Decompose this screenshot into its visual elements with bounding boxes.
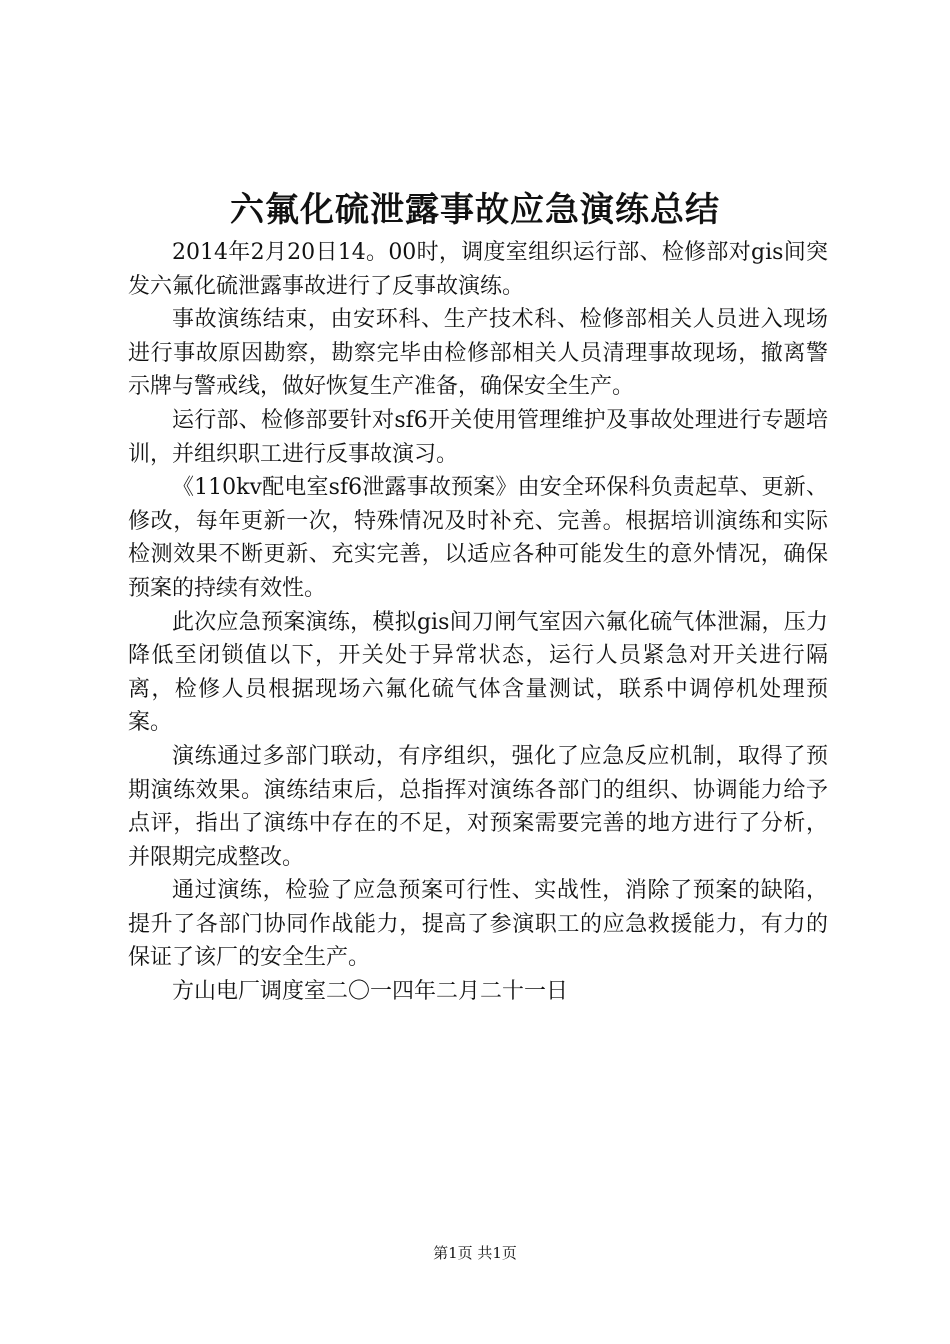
paragraph-emergency-plan-maintenance: 《110kv配电室sf6泄露事故预案》由安全环保科负责起草、更新、修改，每年更新一次，特殊情况及时补充、完善。根据培训演练和实际检测效果不断更新、充实完善，以适应各种可能发生的意外情况，确保预案的持续有效性。 — [128, 475, 828, 601]
paragraph-conclusion: 通过演练，检验了应急预案可行性、实战性，消除了预案的缺陷，提升了各部门协同作战能力，提高了参演职工的应急救援能力，有力的保证了该厂的安全生产。 — [128, 878, 828, 971]
paragraph-post-drill-actions: 事故演练结束，由安环科、生产技术科、检修部相关人员进入现场进行事故原因勘察，勘察完毕由检修部相关人员清理事故现场，撤离警示牌与警戒线，做好恢复生产准备，确保安全生产。 — [128, 307, 828, 400]
document-title: 六氟化硫泄露事故应急演练总结 — [230, 190, 720, 230]
paragraph-drill-overview: 2014年2月20日14。00时，调度室组织运行部、检修部对gis间突发六氟化硫泄露事故进行了反事故演练。 — [128, 240, 828, 299]
document-body — [128, 236, 828, 1009]
paragraph-signature-date: 方山电厂调度室二〇一四年二月二十一日 — [172, 979, 569, 1005]
paragraph-drill-results: 演练通过多部门联动，有序组织，强化了应急反应机制，取得了预期演练效果。演练结束后，总指挥对演练各部门的组织、协调能力给予点评，指出了演练中存在的不足，对预案需要完善的地方进行了分析，并限期完成整改。 — [128, 743, 828, 870]
paragraph-training-plan: 运行部、检修部要针对sf6开关使用管理维护及事故处理进行专题培训，并组织职工进行反事故演习。 — [128, 407, 828, 467]
paragraph-drill-scenario: 此次应急预案演练，模拟gis间刀闸气室因六氟化硫气体泄漏，压力降低至闭锁值以下，开关处于异常状态，运行人员紧急对开关进行隔离，检修人员根据现场六氟化硫气体含量测试，联系中调停机处理预案。 — [128, 609, 828, 736]
page-number-footer: 第1页 共1页 — [433, 1244, 517, 1262]
